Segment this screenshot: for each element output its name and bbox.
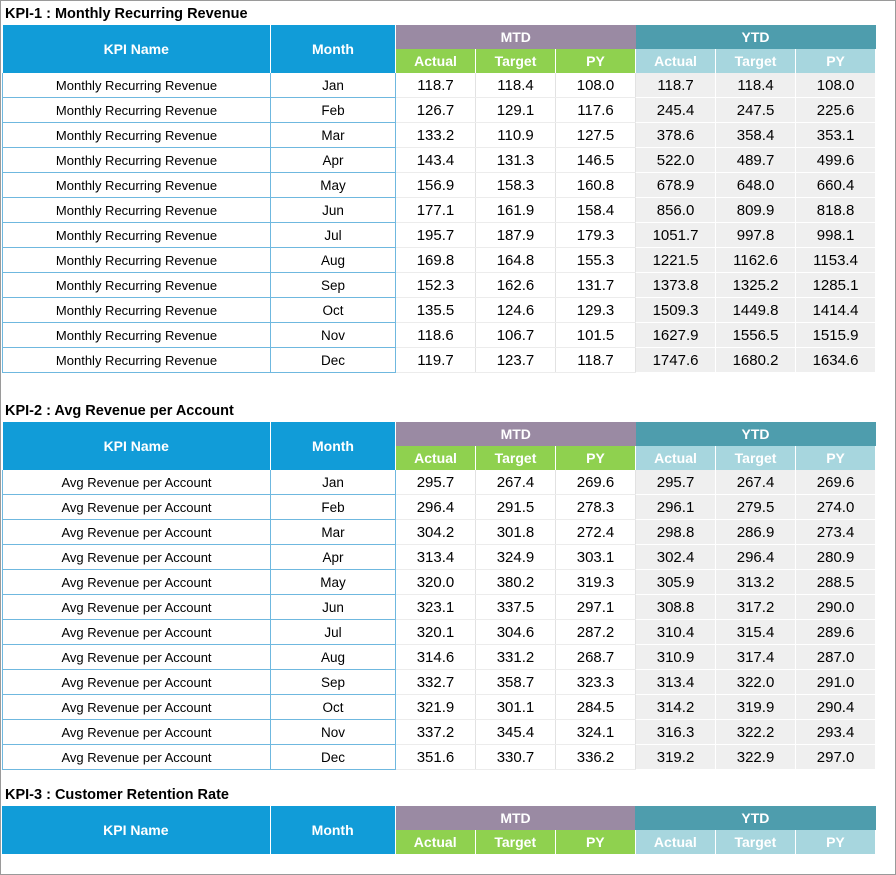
ytd-py-cell[interactable]: 287.0	[796, 645, 876, 670]
table-row	[3, 223, 876, 248]
table-row	[3, 495, 876, 520]
mtd-actual-cell[interactable]: 295.7	[396, 470, 476, 495]
ytd-target-cell[interactable]: 1449.8	[716, 298, 796, 323]
mtd-target-cell[interactable]: 304.6	[476, 620, 556, 645]
mtd-py-cell[interactable]: 272.4	[556, 520, 636, 545]
month-cell[interactable]: Oct	[271, 298, 396, 323]
mtd-target-cell[interactable]: 330.7	[476, 745, 556, 770]
mtd-target-cell[interactable]: 123.7	[476, 348, 556, 373]
mtd-actual-cell[interactable]: 169.8	[396, 248, 476, 273]
ytd-actual-cell[interactable]: 314.2	[636, 695, 716, 720]
kpi-name-cell[interactable]: Avg Revenue per Account	[3, 720, 271, 745]
mtd-target-cell[interactable]: 187.9	[476, 223, 556, 248]
ytd-py-cell[interactable]: 225.6	[796, 98, 876, 123]
kpi-table	[2, 25, 876, 373]
mtd-py-cell[interactable]: 127.5	[556, 123, 636, 148]
ytd-actual-cell[interactable]: 296.1	[636, 495, 716, 520]
kpi-name-cell[interactable]: Monthly Recurring Revenue	[3, 123, 271, 148]
kpi-name-cell[interactable]: Avg Revenue per Account	[3, 695, 271, 720]
mtd-py-cell[interactable]: 268.7	[556, 645, 636, 670]
kpi-title: KPI-2 : Avg Revenue per Account	[5, 403, 234, 419]
ytd-target-cell[interactable]: 809.9	[716, 198, 796, 223]
kpi-section-3	[2, 784, 876, 854]
ytd-actual-cell[interactable]: 313.4	[636, 670, 716, 695]
header-month: Month	[270, 806, 395, 854]
kpi-table	[2, 806, 876, 854]
mtd-py-cell[interactable]: 129.3	[556, 298, 636, 323]
ytd-py-cell[interactable]: 290.4	[796, 695, 876, 720]
mtd-target-cell[interactable]: 324.9	[476, 545, 556, 570]
kpi-name-cell[interactable]: Monthly Recurring Revenue	[3, 173, 271, 198]
month-cell[interactable]: Sep	[271, 670, 396, 695]
header-mtd: MTD	[395, 806, 635, 830]
ytd-target-cell[interactable]: 1556.5	[716, 323, 796, 348]
ytd-py-cell[interactable]: 269.6	[796, 470, 876, 495]
ytd-target-cell[interactable]: 648.0	[716, 173, 796, 198]
month-cell[interactable]: Dec	[271, 348, 396, 373]
kpi-table	[2, 422, 876, 770]
ytd-target-cell[interactable]: 997.8	[716, 223, 796, 248]
kpi-name-cell[interactable]: Avg Revenue per Account	[3, 570, 271, 595]
table-row	[3, 73, 876, 98]
ytd-py-cell[interactable]: 660.4	[796, 173, 876, 198]
mtd-py-cell[interactable]: 284.5	[556, 695, 636, 720]
header-kpi-name: KPI Name	[3, 25, 271, 73]
kpi-name-cell[interactable]: Monthly Recurring Revenue	[3, 223, 271, 248]
ytd-actual-cell[interactable]: 319.2	[636, 745, 716, 770]
header-ytd-target: Target	[715, 830, 795, 854]
mtd-target-cell[interactable]: 124.6	[476, 298, 556, 323]
mtd-target-cell[interactable]: 337.5	[476, 595, 556, 620]
mtd-actual-cell[interactable]: 126.7	[396, 98, 476, 123]
ytd-py-cell[interactable]: 1634.6	[796, 348, 876, 373]
mtd-target-cell[interactable]: 161.9	[476, 198, 556, 223]
ytd-target-cell[interactable]: 296.4	[716, 545, 796, 570]
mtd-actual-cell[interactable]: 323.1	[396, 595, 476, 620]
table-row	[3, 248, 876, 273]
ytd-actual-cell[interactable]: 245.4	[636, 98, 716, 123]
kpi-name-cell[interactable]: Monthly Recurring Revenue	[3, 298, 271, 323]
ytd-target-cell[interactable]: 317.2	[716, 595, 796, 620]
ytd-actual-cell[interactable]: 118.7	[636, 73, 716, 98]
header-month: Month	[271, 422, 396, 470]
mtd-actual-cell[interactable]: 332.7	[396, 670, 476, 695]
table-row	[3, 620, 876, 645]
ytd-py-cell[interactable]: 1285.1	[796, 273, 876, 298]
ytd-actual-cell[interactable]: 316.3	[636, 720, 716, 745]
mtd-actual-cell[interactable]: 320.1	[396, 620, 476, 645]
kpi-name-cell[interactable]: Monthly Recurring Revenue	[3, 273, 271, 298]
mtd-target-cell[interactable]: 131.3	[476, 148, 556, 173]
mtd-actual-cell[interactable]: 337.2	[396, 720, 476, 745]
mtd-py-cell[interactable]: 131.7	[556, 273, 636, 298]
ytd-actual-cell[interactable]: 856.0	[636, 198, 716, 223]
kpi-name-cell[interactable]: Avg Revenue per Account	[3, 745, 271, 770]
mtd-py-cell[interactable]: 117.6	[556, 98, 636, 123]
ytd-target-cell[interactable]: 489.7	[716, 148, 796, 173]
ytd-actual-cell[interactable]: 298.8	[636, 520, 716, 545]
kpi-name-cell[interactable]: Avg Revenue per Account	[3, 645, 271, 670]
mtd-target-cell[interactable]: 301.1	[476, 695, 556, 720]
month-cell[interactable]: Jun	[271, 595, 396, 620]
mtd-py-cell[interactable]: 278.3	[556, 495, 636, 520]
ytd-target-cell[interactable]: 279.5	[716, 495, 796, 520]
mtd-target-cell[interactable]: 164.8	[476, 248, 556, 273]
mtd-actual-cell[interactable]: 177.1	[396, 198, 476, 223]
kpi-name-cell[interactable]: Avg Revenue per Account	[3, 620, 271, 645]
mtd-target-cell[interactable]: 106.7	[476, 323, 556, 348]
mtd-py-cell[interactable]: 158.4	[556, 198, 636, 223]
table-row	[3, 470, 876, 495]
table-row	[3, 545, 876, 570]
month-cell[interactable]: Aug	[271, 248, 396, 273]
table-row	[3, 645, 876, 670]
ytd-actual-cell[interactable]: 308.8	[636, 595, 716, 620]
mtd-target-cell[interactable]: 358.7	[476, 670, 556, 695]
kpi-name-cell[interactable]: Monthly Recurring Revenue	[3, 148, 271, 173]
mtd-py-cell[interactable]: 319.3	[556, 570, 636, 595]
ytd-target-cell[interactable]: 1162.6	[716, 248, 796, 273]
table-row	[3, 98, 876, 123]
header-mtd-actual: Actual	[396, 446, 476, 470]
kpi-section-1	[2, 3, 876, 373]
ytd-target-cell[interactable]: 358.4	[716, 123, 796, 148]
ytd-target-cell[interactable]: 317.4	[716, 645, 796, 670]
mtd-actual-cell[interactable]: 304.2	[396, 520, 476, 545]
header-ytd-py: PY	[796, 446, 876, 470]
mtd-actual-cell[interactable]: 296.4	[396, 495, 476, 520]
mtd-py-cell[interactable]: 269.6	[556, 470, 636, 495]
mtd-target-cell[interactable]: 158.3	[476, 173, 556, 198]
ytd-actual-cell[interactable]: 1051.7	[636, 223, 716, 248]
table-row	[3, 173, 876, 198]
table-row	[3, 273, 876, 298]
ytd-actual-cell[interactable]: 1747.6	[636, 348, 716, 373]
header-ytd: YTD	[636, 25, 876, 49]
header-kpi-name: KPI Name	[3, 422, 271, 470]
kpi-name-cell[interactable]: Monthly Recurring Revenue	[3, 323, 271, 348]
kpi-title: KPI-1 : Monthly Recurring Revenue	[5, 6, 248, 22]
kpi-name-cell[interactable]: Avg Revenue per Account	[3, 495, 271, 520]
table-row	[3, 348, 876, 373]
month-cell[interactable]: Dec	[271, 745, 396, 770]
mtd-target-cell[interactable]: 162.6	[476, 273, 556, 298]
header-mtd: MTD	[396, 25, 636, 49]
header-ytd-target: Target	[716, 49, 796, 73]
mtd-target-cell[interactable]: 331.2	[476, 645, 556, 670]
header-ytd-py: PY	[795, 830, 875, 854]
mtd-target-cell[interactable]: 129.1	[476, 98, 556, 123]
month-cell[interactable]: Nov	[271, 323, 396, 348]
header-mtd-py: PY	[556, 446, 636, 470]
table-row	[3, 198, 876, 223]
ytd-actual-cell[interactable]: 302.4	[636, 545, 716, 570]
mtd-actual-cell[interactable]: 195.7	[396, 223, 476, 248]
mtd-py-cell[interactable]: 108.0	[556, 73, 636, 98]
mtd-actual-cell[interactable]: 135.5	[396, 298, 476, 323]
table-row	[3, 570, 876, 595]
mtd-py-cell[interactable]: 155.3	[556, 248, 636, 273]
ytd-target-cell[interactable]: 313.2	[716, 570, 796, 595]
month-cell[interactable]: Feb	[271, 495, 396, 520]
mtd-target-cell[interactable]: 110.9	[476, 123, 556, 148]
ytd-py-cell[interactable]: 274.0	[796, 495, 876, 520]
mtd-target-cell[interactable]: 380.2	[476, 570, 556, 595]
ytd-actual-cell[interactable]: 310.4	[636, 620, 716, 645]
header-month: Month	[271, 25, 396, 73]
ytd-actual-cell[interactable]: 1373.8	[636, 273, 716, 298]
mtd-target-cell[interactable]: 118.4	[476, 73, 556, 98]
month-cell[interactable]: Oct	[271, 695, 396, 720]
ytd-actual-cell[interactable]: 1221.5	[636, 248, 716, 273]
mtd-actual-cell[interactable]: 156.9	[396, 173, 476, 198]
ytd-actual-cell[interactable]: 310.9	[636, 645, 716, 670]
month-cell[interactable]: Mar	[271, 123, 396, 148]
mtd-py-cell[interactable]: 287.2	[556, 620, 636, 645]
header-mtd: MTD	[396, 422, 636, 446]
mtd-py-cell[interactable]: 179.3	[556, 223, 636, 248]
mtd-actual-cell[interactable]: 314.6	[396, 645, 476, 670]
month-cell[interactable]: Nov	[271, 720, 396, 745]
header-ytd-actual: Actual	[636, 49, 716, 73]
month-cell[interactable]: Apr	[271, 148, 396, 173]
kpi-name-cell[interactable]: Avg Revenue per Account	[3, 470, 271, 495]
table-row	[3, 695, 876, 720]
table-row	[3, 323, 876, 348]
table-row	[3, 745, 876, 770]
ytd-actual-cell[interactable]: 295.7	[636, 470, 716, 495]
mtd-target-cell[interactable]: 267.4	[476, 470, 556, 495]
kpi-name-cell[interactable]: Avg Revenue per Account	[3, 595, 271, 620]
month-cell[interactable]: Sep	[271, 273, 396, 298]
ytd-py-cell[interactable]: 1153.4	[796, 248, 876, 273]
ytd-target-cell[interactable]: 322.0	[716, 670, 796, 695]
ytd-target-cell[interactable]: 322.2	[716, 720, 796, 745]
header-mtd-target: Target	[476, 446, 556, 470]
month-cell[interactable]: Jan	[271, 470, 396, 495]
ytd-target-cell[interactable]: 1325.2	[716, 273, 796, 298]
table-row	[3, 520, 876, 545]
kpi-title: KPI-3 : Customer Retention Rate	[5, 787, 229, 803]
mtd-py-cell[interactable]: 118.7	[556, 348, 636, 373]
ytd-py-cell[interactable]: 108.0	[796, 73, 876, 98]
table-row	[3, 298, 876, 323]
ytd-target-cell[interactable]: 319.9	[716, 695, 796, 720]
mtd-py-cell[interactable]: 101.5	[556, 323, 636, 348]
mtd-py-cell[interactable]: 324.1	[556, 720, 636, 745]
ytd-target-cell[interactable]: 267.4	[716, 470, 796, 495]
header-mtd-target: Target	[476, 49, 556, 73]
mtd-actual-cell[interactable]: 152.3	[396, 273, 476, 298]
ytd-actual-cell[interactable]: 1509.3	[636, 298, 716, 323]
kpi-name-cell[interactable]: Monthly Recurring Revenue	[3, 198, 271, 223]
header-ytd-actual: Actual	[635, 830, 715, 854]
header-mtd-target: Target	[475, 830, 555, 854]
header-mtd-py: PY	[556, 49, 636, 73]
month-cell[interactable]: Jun	[271, 198, 396, 223]
kpi-name-cell[interactable]: Avg Revenue per Account	[3, 520, 271, 545]
ytd-target-cell[interactable]: 315.4	[716, 620, 796, 645]
header-ytd-actual: Actual	[636, 446, 716, 470]
mtd-actual-cell[interactable]: 143.4	[396, 148, 476, 173]
ytd-py-cell[interactable]: 998.1	[796, 223, 876, 248]
mtd-target-cell[interactable]: 345.4	[476, 720, 556, 745]
mtd-actual-cell[interactable]: 119.7	[396, 348, 476, 373]
mtd-py-cell[interactable]: 303.1	[556, 545, 636, 570]
month-cell[interactable]: Jan	[271, 73, 396, 98]
ytd-target-cell[interactable]: 1680.2	[716, 348, 796, 373]
mtd-py-cell[interactable]: 336.2	[556, 745, 636, 770]
table-row	[3, 148, 876, 173]
header-ytd: YTD	[635, 806, 875, 830]
ytd-actual-cell[interactable]: 522.0	[636, 148, 716, 173]
ytd-actual-cell[interactable]: 305.9	[636, 570, 716, 595]
mtd-py-cell[interactable]: 297.1	[556, 595, 636, 620]
mtd-actual-cell[interactable]: 351.6	[396, 745, 476, 770]
kpi-name-cell[interactable]: Monthly Recurring Revenue	[3, 73, 271, 98]
ytd-py-cell[interactable]: 818.8	[796, 198, 876, 223]
ytd-target-cell[interactable]: 322.9	[716, 745, 796, 770]
mtd-py-cell[interactable]: 160.8	[556, 173, 636, 198]
month-cell[interactable]: Mar	[271, 520, 396, 545]
ytd-py-cell[interactable]: 297.0	[796, 745, 876, 770]
month-cell[interactable]: Feb	[271, 98, 396, 123]
kpi-name-cell[interactable]: Monthly Recurring Revenue	[3, 348, 271, 373]
header-ytd-target: Target	[716, 446, 796, 470]
ytd-py-cell[interactable]: 353.1	[796, 123, 876, 148]
ytd-target-cell[interactable]: 286.9	[716, 520, 796, 545]
month-cell[interactable]: Jul	[271, 223, 396, 248]
ytd-target-cell[interactable]: 118.4	[716, 73, 796, 98]
month-cell[interactable]: Aug	[271, 645, 396, 670]
kpi-name-cell[interactable]: Avg Revenue per Account	[3, 545, 271, 570]
ytd-py-cell[interactable]: 499.6	[796, 148, 876, 173]
month-cell[interactable]: Jul	[271, 620, 396, 645]
ytd-actual-cell[interactable]: 678.9	[636, 173, 716, 198]
month-cell[interactable]: May	[271, 173, 396, 198]
header-ytd-py: PY	[796, 49, 876, 73]
ytd-py-cell[interactable]: 289.6	[796, 620, 876, 645]
kpi-name-cell[interactable]: Avg Revenue per Account	[3, 670, 271, 695]
mtd-target-cell[interactable]: 291.5	[476, 495, 556, 520]
ytd-py-cell[interactable]: 293.4	[796, 720, 876, 745]
ytd-py-cell[interactable]: 273.4	[796, 520, 876, 545]
mtd-py-cell[interactable]: 146.5	[556, 148, 636, 173]
mtd-actual-cell[interactable]: 118.7	[396, 73, 476, 98]
ytd-py-cell[interactable]: 288.5	[796, 570, 876, 595]
mtd-actual-cell[interactable]: 118.6	[396, 323, 476, 348]
header-kpi-name: KPI Name	[2, 806, 270, 854]
header-mtd-py: PY	[555, 830, 635, 854]
mtd-actual-cell[interactable]: 320.0	[396, 570, 476, 595]
header-mtd-actual: Actual	[395, 830, 475, 854]
ytd-target-cell[interactable]: 247.5	[716, 98, 796, 123]
table-row	[3, 670, 876, 695]
ytd-actual-cell[interactable]: 1627.9	[636, 323, 716, 348]
table-row	[3, 720, 876, 745]
header-mtd-actual: Actual	[396, 49, 476, 73]
kpi-name-cell[interactable]: Monthly Recurring Revenue	[3, 98, 271, 123]
kpi-name-cell[interactable]: Monthly Recurring Revenue	[3, 248, 271, 273]
kpi-section-2	[2, 400, 876, 770]
mtd-target-cell[interactable]: 301.8	[476, 520, 556, 545]
mtd-actual-cell[interactable]: 133.2	[396, 123, 476, 148]
mtd-actual-cell[interactable]: 313.4	[396, 545, 476, 570]
ytd-py-cell[interactable]: 1515.9	[796, 323, 876, 348]
month-cell[interactable]: May	[271, 570, 396, 595]
ytd-py-cell[interactable]: 291.0	[796, 670, 876, 695]
ytd-py-cell[interactable]: 280.9	[796, 545, 876, 570]
table-row	[3, 123, 876, 148]
table-row	[3, 595, 876, 620]
ytd-py-cell[interactable]: 1414.4	[796, 298, 876, 323]
header-ytd: YTD	[636, 422, 876, 446]
ytd-py-cell[interactable]: 290.0	[796, 595, 876, 620]
ytd-actual-cell[interactable]: 378.6	[636, 123, 716, 148]
month-cell[interactable]: Apr	[271, 545, 396, 570]
mtd-actual-cell[interactable]: 321.9	[396, 695, 476, 720]
mtd-py-cell[interactable]: 323.3	[556, 670, 636, 695]
